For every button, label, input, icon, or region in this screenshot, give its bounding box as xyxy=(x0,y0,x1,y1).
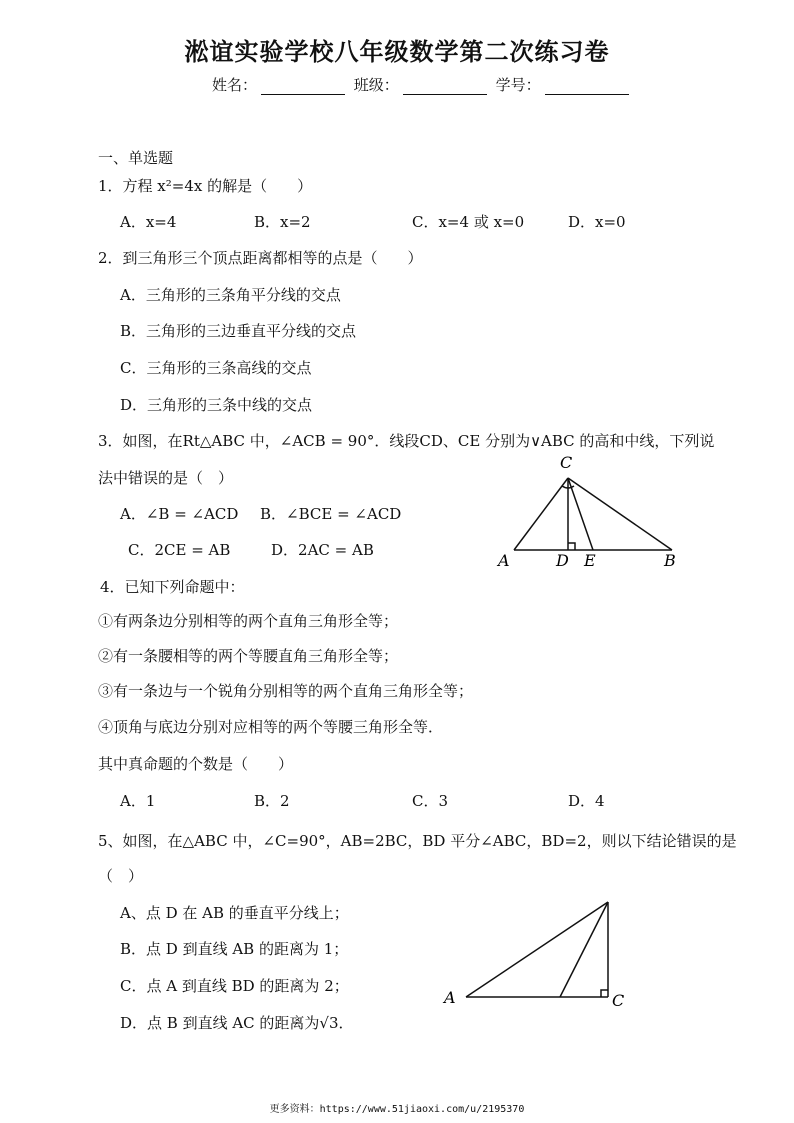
label-c: C xyxy=(612,991,625,1010)
q4-question: 其中真命题的个数是（ ） xyxy=(98,755,294,773)
label-b: B xyxy=(664,551,676,570)
side-ac xyxy=(514,478,568,550)
right-angle-mark-d xyxy=(568,543,575,550)
footer-source: 更多资料：https://www.51jiaoxi.com/u/2195370 xyxy=(269,1104,525,1115)
q2-option-d: D．三角形的三条中线的交点 xyxy=(120,396,313,414)
q5-option-a: A、点 D 在 AB 的垂直平分线上； xyxy=(120,904,349,922)
q5-stem-line1: 5、如图，在△ABC 中，∠C=90°，AB=2BC，BD 平分∠ABC，BD=2，则以下结论错误的是 xyxy=(98,832,737,850)
q3-triangle-figure xyxy=(490,450,690,574)
q4-stem: 4．已知下列命题中： xyxy=(100,578,245,596)
q1-option-d: D．x=0 xyxy=(568,213,626,231)
class-blank xyxy=(403,80,487,95)
q4-option-b: B．2 xyxy=(254,792,290,810)
q3-stem-line1: 3．如图，在Rt△ABC 中，∠ACB = 90°．线段CD、CE 分别为∨ABC 的高和中线，下列说 xyxy=(98,432,715,450)
name-blank xyxy=(261,80,345,95)
name-label: 姓名： xyxy=(212,76,258,94)
q4-proposition-2: ②有一条腰相等的两个等腰直角三角形全等； xyxy=(98,647,399,665)
q1-stem: 1．方程 x²=4x 的解是（ ） xyxy=(98,177,313,195)
q4-option-c: C．3 xyxy=(412,792,449,810)
q4-option-a: A．1 xyxy=(120,792,156,810)
q5-option-d: D．点 B 到直线 AC 的距离为√3． xyxy=(120,1014,354,1032)
side-cb xyxy=(568,478,672,550)
label-a: A xyxy=(444,988,456,1007)
number-label: 学号： xyxy=(495,76,541,94)
label-c: C xyxy=(560,453,573,472)
label-a: A xyxy=(498,551,510,570)
page-title: 淞谊实验学校八年级数学第二次练习卷 xyxy=(184,37,610,66)
q1-option-c: C．x=4 或 x=0 xyxy=(412,213,525,231)
label-d: D xyxy=(556,551,569,570)
q3-option-a: A．∠B = ∠ACD xyxy=(120,505,239,523)
label-e: E xyxy=(584,551,596,570)
section-heading: 一、单选题 xyxy=(98,149,174,167)
q5-option-c: C．点 A 到直线 BD 的距离为 2； xyxy=(120,977,349,995)
q2-stem: 2．到三角形三个顶点距离都相等的点是（ ） xyxy=(98,249,423,267)
q3-option-b: B．∠BCE = ∠ACD xyxy=(260,505,402,523)
median-ce xyxy=(568,478,593,550)
q3-option-d: D．2AC = AB xyxy=(271,541,374,559)
q1-option-b: B．x=2 xyxy=(254,213,311,231)
q1-option-a: A．x=4 xyxy=(120,213,177,231)
q5-option-b: B．点 D 到直线 AB 的距离为 1； xyxy=(120,940,349,958)
q4-option-d: D．4 xyxy=(568,792,605,810)
bisector-bd xyxy=(560,902,608,997)
q4-proposition-3: ③有一条边与一个锐角分别相等的两个直角三角形全等； xyxy=(98,682,474,700)
right-angle-mark-c xyxy=(601,990,608,997)
q2-option-b: B．三角形的三边垂直平分线的交点 xyxy=(120,322,357,340)
number-blank xyxy=(545,80,629,95)
q3-stem-line2: 法中错误的是（ ） xyxy=(98,469,234,487)
q2-option-c: C．三角形的三条高线的交点 xyxy=(120,359,312,377)
student-info-line xyxy=(212,74,633,95)
q4-proposition-1: ①有两条边分别相等的两个直角三角形全等； xyxy=(98,612,399,630)
q5-triangle-figure xyxy=(436,892,636,1020)
q3-option-c: C．2CE = AB xyxy=(128,541,231,559)
q2-option-a: A．三角形的三条角平分线的交点 xyxy=(120,286,341,304)
q4-proposition-4: ④顶角与底边分别对应相等的两个等腰三角形全等． xyxy=(98,718,444,736)
class-label: 班级： xyxy=(353,76,399,94)
side-ab xyxy=(466,902,608,997)
q5-stem-line2: （ ） xyxy=(98,867,144,885)
